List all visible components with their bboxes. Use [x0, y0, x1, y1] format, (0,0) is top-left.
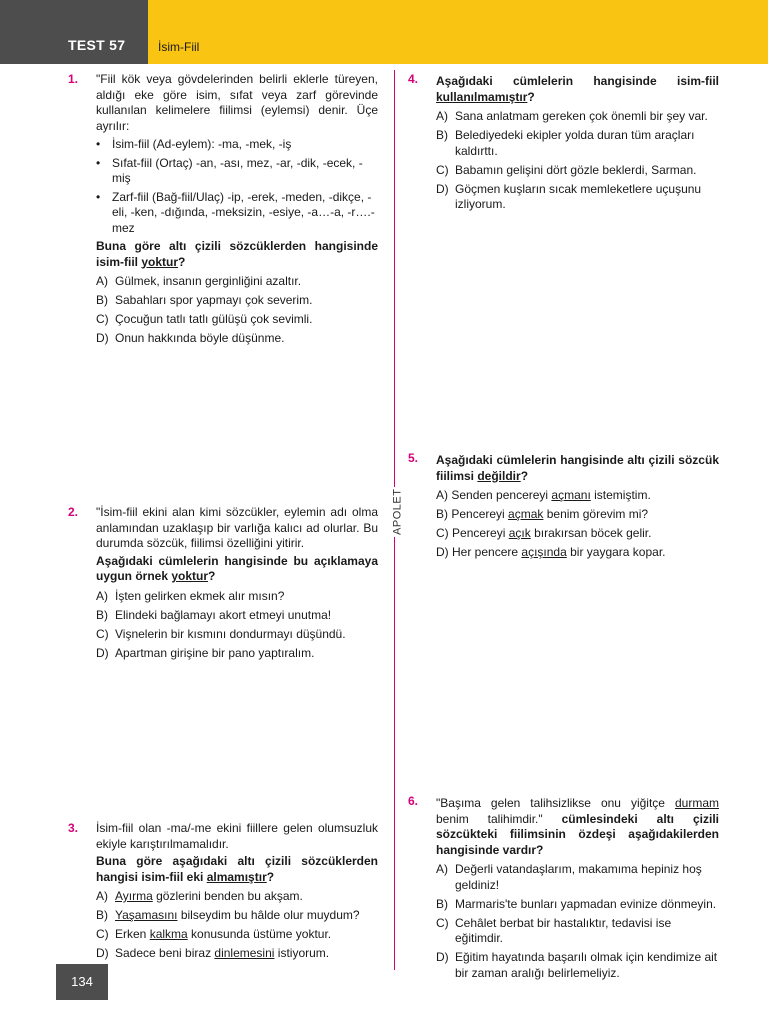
question-intro: "Fiil kök veya gövdelerinden belirli eklerle türeyen, aldığı eke göre isim, sıfat veya zarf görevinde kullanılan kelimelere fiilimsi (eylemsi) denir. Üçe ayrılır:	[96, 72, 378, 133]
question-stem: Buna göre aşağıdaki altı çizili sözcüklerden hangisi isim-fiil eki almamıştır?	[96, 854, 378, 884]
option-a[interactable]: A) Sana anlatmam gereken çok önemli bir şey var.	[436, 109, 708, 123]
option-b[interactable]: B) Pencereyi açmak benim görevim mi?	[436, 507, 649, 522]
question-3	[68, 821, 378, 965]
option-a[interactable]: A) İşten gelirken ekmek alır mısın?	[96, 588, 285, 603]
question-number: 6.	[408, 794, 419, 808]
option-c[interactable]: C) Babamın gelişini dört gözle beklerdi, Sarman.	[436, 162, 697, 177]
question-stem: Buna göre altı çizili sözcüklerden hangisinde isim-fiil yoktur?	[96, 239, 378, 269]
header-dark-block	[0, 0, 148, 64]
question-stem: Aşağıdaki cümlelerin hangisinde isim-fiil kullanılmamıştır?	[436, 74, 719, 104]
header-yellow-band	[148, 0, 768, 64]
bullet-item: • Sıfat-fiil (Ortaç) -an, -ası, mez, -ar, -dik, -ecek, -miş	[96, 156, 378, 187]
option-d[interactable]: D) Göçmen kuşların sıcak memleketlere uçuşunu izliyorum.	[436, 181, 702, 212]
page-number: 134	[56, 964, 108, 1000]
bullet-item: • İsim-fiil (Ad-eylem): -ma, -mek, -iş	[96, 137, 378, 153]
option-b[interactable]: B) Belediyedeki ekipler yolda duran tüm araçları kaldırttı.	[436, 128, 695, 158]
option-b[interactable]: B) Yaşamasını bilseydim bu hâlde olur muydum?	[96, 908, 360, 923]
option-c[interactable]: C) Erken kalkma konusunda üstüme yoktur.	[96, 927, 332, 942]
option-d[interactable]: D) Eğitim hayatında başarılı olmak için kendimize ait bir zaman aralığı belirlemeliyiz.	[436, 950, 718, 980]
option-d[interactable]: D) Apartman girişine bir pano yaptıralım.	[96, 645, 315, 660]
bullet-item: • Zarf-fiil (Bağ-fiil/Ulaç) -ip, -erek, -meden, -dikçe, -eli, -ken, -dığında, -meksizin, -esiye, -a…-a, -r….-mez	[96, 190, 378, 237]
option-d[interactable]: D) Sadece beni biraz dinlemesini istiyorum.	[96, 946, 330, 961]
option-d[interactable]: D) Her pencere açışında bir yaygara kopar.	[436, 545, 666, 560]
option-a[interactable]: A) Senden pencereyi açmanı istemiştim.	[436, 488, 651, 502]
option-c[interactable]: C) Çocuğun tatlı tatlı gülüşü çok sevimli.	[96, 312, 313, 327]
question-number: 3.	[68, 821, 79, 835]
option-b[interactable]: B) Elindeki bağlamayı akort etmeyi unutma!	[96, 607, 332, 622]
question-stem: Aşağıdaki cümlelerin hangisinde altı çizili sözcük fiilimsi değildir?	[436, 453, 719, 483]
side-label-text: APOLET	[390, 487, 406, 537]
option-b[interactable]: B) Marmaris'te bunları yapmadan evinize dönmeyin.	[436, 896, 717, 911]
question-number: 2.	[68, 505, 79, 519]
question-5	[408, 451, 719, 564]
option-c[interactable]: C) Vişnelerin bir kısmını dondurmayı düşündü.	[96, 626, 346, 641]
question-intro: İsim-fiil olan -ma/-me ekini fiillere gelen olumsuzluk ekiyle karıştırılmamalıdır.	[96, 821, 378, 851]
question-stem: "Başıma gelen talihsizlikse onu yiğitçe durmam benim talihimdir." cümlesindeki altı çizili sözcükteki fiilimsinin özdeşi aşağıdakilerden hangisinde vardır?	[436, 796, 719, 857]
question-6	[408, 794, 719, 985]
option-b[interactable]: B) Sabahları spor yapmayı çok severim.	[96, 293, 313, 308]
question-number: 4.	[408, 72, 419, 86]
question-1	[68, 72, 378, 350]
option-d[interactable]: D) Onun hakkında böyle düşünme.	[96, 331, 285, 346]
question-stem: Aşağıdaki cümlelerin hangisinde bu açıklamaya uygun örnek yoktur?	[96, 553, 378, 583]
test-label: TEST 57	[68, 37, 126, 53]
question-number: 5.	[408, 451, 419, 465]
question-4	[408, 72, 719, 216]
option-a[interactable]: A) Değerli vatandaşlarım, makamıma hepiniz hoş geldiniz!	[436, 862, 702, 892]
topic-label: İsim-Fiil	[158, 40, 200, 54]
option-a[interactable]: A) Ayırma gözlerini benden bu akşam.	[96, 889, 303, 903]
question-2	[68, 505, 378, 665]
question-number: 1.	[68, 72, 79, 86]
question-intro: "İsim-fiil ekini alan kimi sözcükler, eylemin adı olma anlamından uzaklaşıp bir varlığa kalıcı ad olurlar. Bu durumda sözcük, fiilimsi özelliğini yitirir.	[96, 505, 378, 550]
option-c[interactable]: C) Pencereyi açık bırakırsan böcek gelir.	[436, 526, 652, 541]
option-a[interactable]: A) Gülmek, insanın gerginliğini azaltır.	[96, 274, 302, 288]
option-c[interactable]: C) Cehâlet berbat bir hastalıktır, tedavisi ise eğitimdir.	[436, 915, 672, 946]
